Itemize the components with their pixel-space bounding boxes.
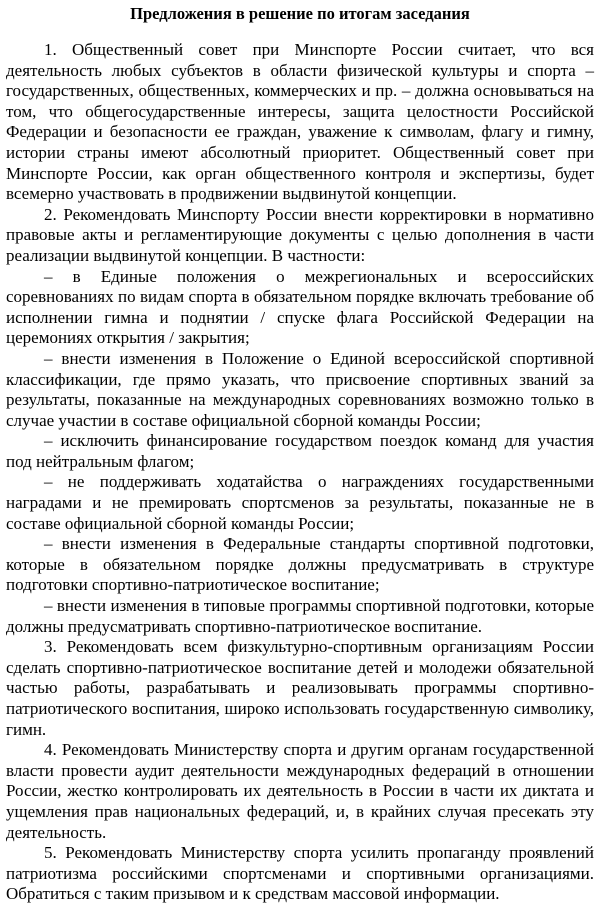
bullet-item-2: – внести изменения в Положение о Единой всероссийской спортивной классификации, где прямо указать, что присвоение спортивных званий за результаты, показанные на международных соревнованиях возможно только в случае участии в составе официальной сборной команды России;	[6, 348, 594, 430]
document-title: Предложения в решение по итогам заседания	[130, 4, 470, 23]
paragraph-1: 1. Общественный совет при Минспорте России считает, что вся деятельность любых субъектов в области физической культуры и спорта – государственных, общественных, коммерческих и пр. – должна основываться на том, что общегосударственные интересы, защита целостности Российской Федерации и безопасности ее граждан, уважение к символам, флагу и гимну, истории страны имеют абсолютный приоритет. Общественный совет при Минспорте России, как орган общественного контроля и экспертизы, будет всемерно участвовать в продвижении выдвинутой концепции.	[6, 40, 594, 204]
paragraph-5: 5. Рекомендовать Министерству спорта усилить пропаганду проявлений патриотизма российскими спортсменами и спортивными организациями. Обратиться с таким призывом и к средствам массовой информации.	[6, 843, 594, 904]
bullet-item-5: – внести изменения в Федеральные стандарты спортивной подготовки, которые в обязательном порядке должны предусматривать в структуре подготовки спортивно-патриотическое воспитание;	[6, 534, 594, 595]
bullet-item-3: – исключить финансирование государством поездок команд для участия под нейтральным флагом;	[6, 431, 594, 471]
bullet-item-4: – не поддерживать ходатайства о награждениях государственными наградами и не премировать спортсменов за результаты, показанные не в составе официальной сборной команды России;	[6, 472, 594, 533]
paragraph-3: 3. Рекомендовать всем физкультурно-спортивным организациям России сделать спортивно-патриотическое воспитание детей и молодежи обязательной частью работы, разрабатывать и реализовывать программы спортивно-патриотического воспитания, широко использовать государственную символику, гимн.	[6, 637, 594, 739]
bullet-item-6: – внести изменения в типовые программы спортивной подготовки, которые должны предусматривать спортивно-патриотическое воспитание.	[6, 596, 594, 636]
bullet-item-1: – в Единые положения о межрегиональных и всероссийских соревнованиях по видам спорта в обязательном порядке включать требование об исполнении гимна и поднятии / спуске флага Российской Федерации на церемониях открытия / закрытия;	[6, 266, 594, 348]
paragraph-4: 4. Рекомендовать Министерству спорта и другим органам государственной власти провести аудит деятельности международных федераций в отношении России, жестко контролировать их деятельность в России в части их диктата и ущемления прав национальных федераций, и, в крайних случая пресекать эту деятельность.	[6, 740, 594, 842]
paragraph-2: 2. Рекомендовать Минспорту России внести корректировки в нормативно правовые акты и регламентирующие документы с целью дополнения в части реализации выдвинутой концепции. В частности:	[6, 204, 594, 265]
